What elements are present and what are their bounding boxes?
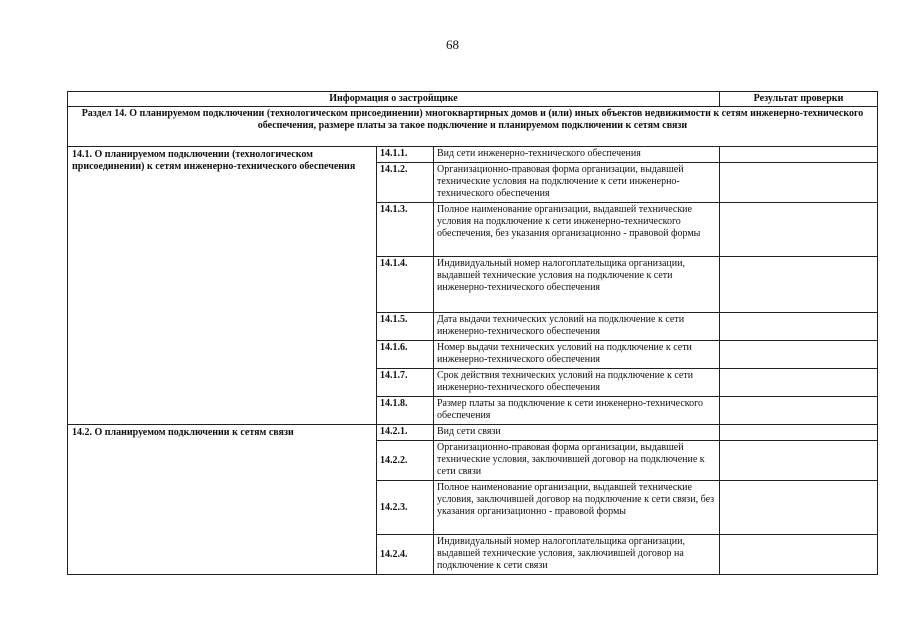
row-code: 14.1.8.: [377, 397, 434, 425]
result-cell: [720, 203, 878, 257]
result-cell: [720, 341, 878, 369]
row-code: 14.1.6.: [377, 341, 434, 369]
row-text: Номер выдачи технических условий на подключение к сети инженерно-технического обеспечения: [434, 341, 720, 369]
row-code: 14.2.1.: [377, 425, 434, 441]
row-code: 14.1.5.: [377, 313, 434, 341]
group-title: 14.1. О планируемом подключении (технологическом присоединении) к сетям инженерно-технического обеспечения: [68, 147, 377, 425]
result-cell: [720, 397, 878, 425]
result-cell: [720, 257, 878, 313]
developer-info-table: [67, 91, 878, 575]
row-text: Индивидуальный номер налогоплательщика организации, выдавшей технические условия, заключившей договор на подключение к сети связи: [434, 535, 720, 575]
row-code: 14.1.4.: [377, 257, 434, 313]
result-cell: [720, 313, 878, 341]
row-code: 14.2.2.: [377, 441, 434, 481]
section-title: Раздел 14. О планируемом подключении (технологическом присоединении) многоквартирных домов и (или) иных объектов недвижимости к сетям инженерно-технического обеспечения, размере платы за такое подключение и планируемом подключении к сетям связи: [68, 107, 878, 147]
row-text: Вид сети связи: [434, 425, 720, 441]
row-code: 14.1.7.: [377, 369, 434, 397]
result-cell: [720, 535, 878, 575]
result-cell: [720, 163, 878, 203]
table-row: [68, 425, 878, 441]
row-code: 14.1.2.: [377, 163, 434, 203]
row-text: Размер платы за подключение к сети инженерно-технического обеспечения: [434, 397, 720, 425]
result-cell: [720, 441, 878, 481]
header-developer-info: Информация о застройщике: [68, 92, 720, 107]
row-code: 14.2.3.: [377, 481, 434, 535]
table-row: [68, 147, 878, 163]
result-cell: [720, 369, 878, 397]
header-check-result: Результат проверки: [720, 92, 878, 107]
row-text: Организационно-правовая форма организации, выдавшей технические условия на подключение к сети инженерно-технического обеспечения: [434, 163, 720, 203]
result-cell: [720, 481, 878, 535]
row-code: 14.1.3.: [377, 203, 434, 257]
row-text: Вид сети инженерно-технического обеспечения: [434, 147, 720, 163]
row-text: Полное наименование организации, выдавшей технические условия на подключение к сети инженерно-технического обеспечения, без указания организационно - правовой формы: [434, 203, 720, 257]
section-row: [68, 107, 878, 147]
row-text: Дата выдачи технических условий на подключение к сети инженерно-технического обеспечения: [434, 313, 720, 341]
row-text: Индивидуальный номер налогоплательщика организации, выдавшей технические условия на подключение к сети инженерно-технического обеспечения: [434, 257, 720, 313]
row-text: Полное наименование организации, выдавшей технические условия, заключившей договор на подключение к сети связи, без указания организационно - правовой формы: [434, 481, 720, 535]
table-header-row: [68, 92, 878, 107]
result-cell: [720, 425, 878, 441]
group-title: 14.2. О планируемом подключении к сетям связи: [68, 425, 377, 575]
result-cell: [720, 147, 878, 163]
row-code: 14.2.4.: [377, 535, 434, 575]
row-text: Организационно-правовая форма организации, выдавшей технические условия, заключившей договор на подключение к сети связи: [434, 441, 720, 481]
row-text: Срок действия технических условий на подключение к сети инженерно-технического обеспечения: [434, 369, 720, 397]
row-code: 14.1.1.: [377, 147, 434, 163]
page-number: 68: [446, 37, 459, 52]
